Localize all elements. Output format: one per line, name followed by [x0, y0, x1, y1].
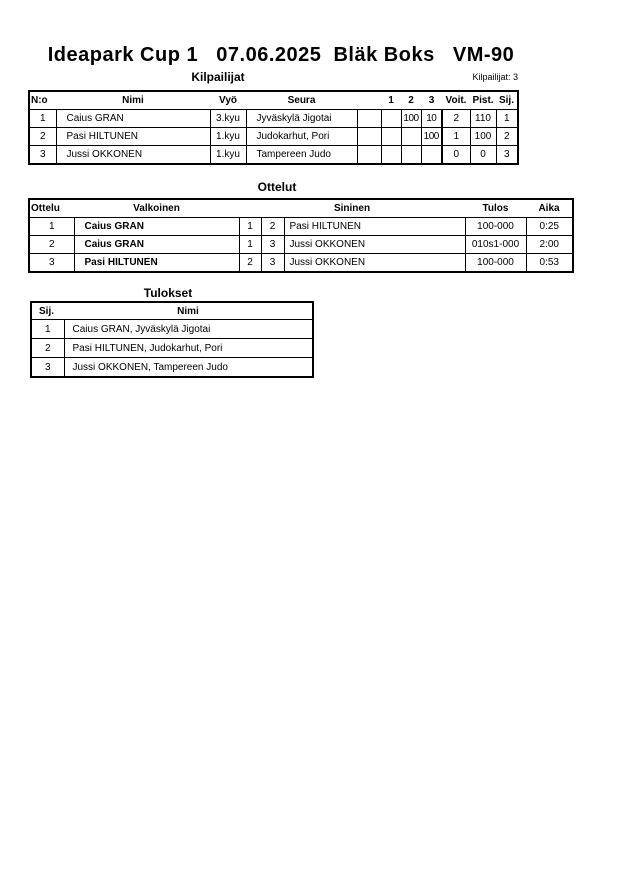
cell-round-3 [421, 146, 442, 165]
header-time: Aika [526, 199, 573, 218]
cell-round-1 [381, 128, 401, 146]
cell-name: Jussi OKKONEN, Tampereen Judo [64, 358, 313, 378]
cell-blue-name: Jussi OKKONEN [284, 236, 465, 254]
cell-blank [357, 110, 381, 128]
cell-club: Tampereen Judo [246, 146, 357, 165]
cell-wins: 1 [442, 128, 470, 146]
header-match: Ottelu [29, 199, 74, 218]
matches-section-title: Ottelut [257, 180, 297, 194]
matches-header-row [29, 199, 573, 218]
header-wins: Voit. [442, 91, 470, 110]
cell-blue-no: 2 [261, 218, 284, 236]
cell-time: 0:53 [526, 254, 573, 273]
competitor-row [29, 128, 518, 146]
cell-belt: 1.kyu [210, 146, 246, 165]
header-round-1: 1 [381, 91, 401, 110]
cell-place: 1 [31, 320, 64, 339]
cell-place: 2 [31, 339, 64, 358]
cell-blank [357, 146, 381, 165]
results-table [30, 301, 314, 378]
matches-table [28, 198, 574, 273]
header-white: Valkoinen [74, 199, 239, 218]
competitors-section-title: Kilpailijat [191, 70, 245, 84]
cell-white-no: 1 [239, 236, 261, 254]
cell-belt: 1.kyu [210, 128, 246, 146]
cell-round-3: 10 [421, 110, 442, 128]
cell-place: 2 [496, 128, 518, 146]
match-row [29, 236, 573, 254]
cell-blue-name: Jussi OKKONEN [284, 254, 465, 273]
cell-name: Pasi HILTUNEN [56, 128, 210, 146]
cell-result: 100-000 [465, 254, 526, 273]
cell-blue-name: Pasi HILTUNEN [284, 218, 465, 236]
cell-name: Jussi OKKONEN [56, 146, 210, 165]
cell-points: 110 [470, 110, 496, 128]
results-section-title: Tulokset [143, 286, 193, 300]
header-club: Seura [246, 91, 357, 110]
cell-round-3: 100 [421, 128, 442, 146]
results-header-row [31, 302, 313, 320]
competitors-header-row [29, 91, 518, 110]
cell-no: 1 [29, 110, 56, 128]
cell-match-no: 1 [29, 218, 74, 236]
header-blank [357, 91, 381, 110]
cell-time: 0:25 [526, 218, 573, 236]
header-blue: Sininen [239, 199, 465, 218]
result-row [31, 358, 313, 378]
cell-no: 2 [29, 128, 56, 146]
cell-result: 100-000 [465, 218, 526, 236]
header-round-3: 3 [421, 91, 442, 110]
cell-result: 010s1-000 [465, 236, 526, 254]
cell-match-no: 3 [29, 254, 74, 273]
cell-belt: 3.kyu [210, 110, 246, 128]
cell-name: Caius GRAN, Jyväskylä Jigotai [64, 320, 313, 339]
header-place: Sij. [496, 91, 518, 110]
cell-match-no: 2 [29, 236, 74, 254]
cell-round-2 [401, 128, 421, 146]
cell-round-1 [381, 146, 401, 165]
cell-no: 3 [29, 146, 56, 165]
cell-points: 100 [470, 128, 496, 146]
cell-white-name: Caius GRAN [74, 218, 239, 236]
header-round-2: 2 [401, 91, 421, 110]
page-title: Ideapark Cup 1 07.06.2025 Bläk Boks VM-90 [47, 44, 515, 66]
match-row [29, 218, 573, 236]
cell-name: Caius GRAN [56, 110, 210, 128]
cell-round-2 [401, 146, 421, 165]
cell-place: 3 [496, 146, 518, 165]
cell-white-no: 2 [239, 254, 261, 273]
match-row [29, 254, 573, 273]
cell-round-2: 100 [401, 110, 421, 128]
header-points: Pist. [470, 91, 496, 110]
cell-blank [357, 128, 381, 146]
cell-club: Judokarhut, Pori [246, 128, 357, 146]
result-row [31, 320, 313, 339]
header-result: Tulos [465, 199, 526, 218]
header-name: Nimi [56, 91, 210, 110]
header-no: N:o [29, 91, 56, 110]
cell-place: 3 [31, 358, 64, 378]
cell-name: Pasi HILTUNEN, Judokarhut, Pori [64, 339, 313, 358]
competitors-count: Kilpailijat: 3 [472, 72, 518, 82]
cell-time: 2:00 [526, 236, 573, 254]
cell-blue-no: 3 [261, 254, 284, 273]
cell-blue-no: 3 [261, 236, 284, 254]
result-row [31, 339, 313, 358]
cell-place: 1 [496, 110, 518, 128]
competitor-row [29, 110, 518, 128]
competitor-row [29, 146, 518, 165]
cell-wins: 0 [442, 146, 470, 165]
cell-white-name: Pasi HILTUNEN [74, 254, 239, 273]
cell-wins: 2 [442, 110, 470, 128]
cell-points: 0 [470, 146, 496, 165]
cell-club: Jyväskylä Jigotai [246, 110, 357, 128]
header-belt: Vyö [210, 91, 246, 110]
header-place: Sij. [31, 302, 64, 320]
cell-round-1 [381, 110, 401, 128]
cell-white-name: Caius GRAN [74, 236, 239, 254]
header-name: Nimi [64, 302, 313, 320]
cell-white-no: 1 [239, 218, 261, 236]
competitors-table [28, 90, 519, 165]
